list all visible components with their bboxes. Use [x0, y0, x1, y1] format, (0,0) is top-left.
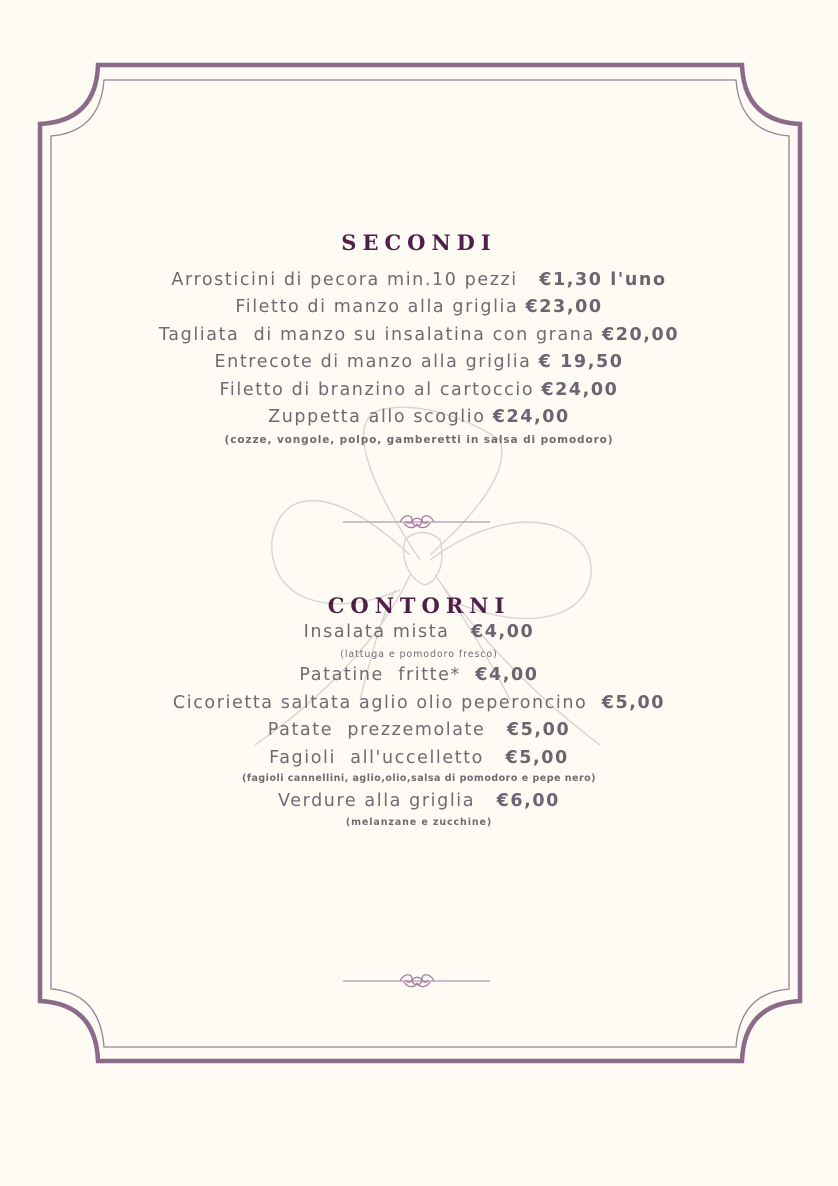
item-note: (fagioli cannellini, aglio,olio,salsa di pomodoro e pepe nero) [242, 773, 596, 784]
item-note: (melanzane e zucchine) [345, 817, 493, 828]
item-price: €4,00 [475, 665, 539, 685]
item-price: €20,00 [601, 325, 680, 345]
item-name: Cicorietta saltata aglio olio peperoncino [172, 693, 602, 713]
item-name: Verdure alla griglia [278, 791, 497, 811]
menu-item [0, 297, 838, 317]
item-name: Filetto di branzino al cartoccio [219, 380, 542, 400]
menu-item [0, 791, 838, 811]
item-price: €4,00 [470, 622, 535, 642]
item-price: €24,00 [541, 380, 619, 400]
item-name: Zuppetta allo scoglio [268, 407, 493, 427]
menu-item [0, 325, 838, 345]
item-note: (lattuga e pomodoro fresco) [340, 649, 498, 660]
section-title-secondi: SECONDI [341, 230, 497, 255]
menu-item [0, 720, 838, 740]
menu-item [0, 748, 838, 768]
item-price: €5,00 [505, 748, 569, 768]
menu-item [0, 407, 838, 427]
item-price: €5,00 [506, 720, 571, 740]
item-price: €5,00 [601, 693, 666, 713]
item-name: Fagioli all'uccelletto [269, 748, 506, 768]
menu-item [0, 665, 838, 685]
section-title-contorni: CONTORNI [327, 593, 511, 618]
item-price: €23,00 [525, 297, 603, 317]
menu-item [0, 622, 838, 642]
ornament-divider-icon [0, 510, 838, 530]
item-name: Entrecote di manzo alla griglia [214, 352, 539, 372]
item-price: €1,30 l'uno [539, 270, 667, 290]
menu-item [0, 352, 838, 372]
menu-item [0, 693, 838, 713]
item-note: (cozze, vongole, polpo, gamberetti in salsa di pomodoro) [224, 434, 614, 446]
item-name: Tagliata di manzo su insalatina con grana [158, 325, 602, 345]
item-name: Arrosticini di pecora min.10 pezzi [171, 270, 540, 290]
menu-item [0, 270, 838, 290]
item-name: Insalata mista [303, 622, 471, 642]
item-name: Filetto di manzo alla griglia [235, 297, 526, 317]
ornament-divider-icon [0, 970, 838, 990]
item-price: € 19,50 [538, 352, 624, 372]
menu-item [0, 380, 838, 400]
item-name: Patatine fritte* [299, 665, 476, 685]
item-price: €24,00 [492, 407, 570, 427]
item-name: Patate prezzemolate [267, 720, 507, 740]
item-price: €6,00 [496, 791, 560, 811]
